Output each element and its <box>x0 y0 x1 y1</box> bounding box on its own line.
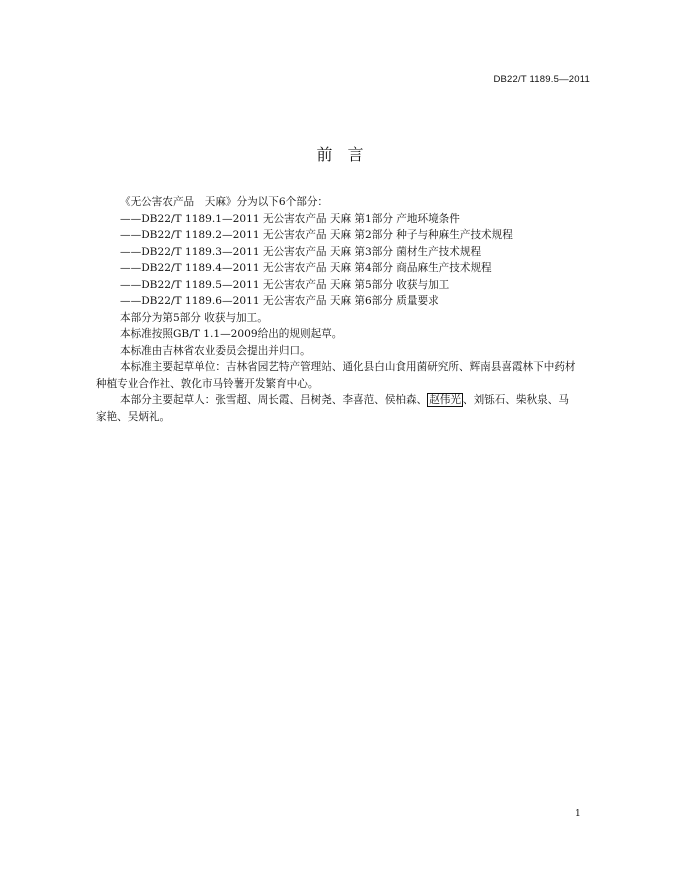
part-list-item-1: ——DB22/T 1189.1—2011 无公害农产品 天麻 第1部分 产地环境条件 <box>120 212 460 225</box>
this-part-statement: 本部分为第5部分 收获与加工。 <box>120 311 268 324</box>
document-code-header: DB22/T 1189.5—2011 <box>493 74 590 85</box>
part-list-item-2: ——DB22/T 1189.2—2011 无公害农产品 天麻 第2部分 种子与种麻生产技术规程 <box>120 229 513 241</box>
drafters-text-after: 、刘铄石、柴秋泉、马 <box>463 394 569 406</box>
part-list-item-3: ——DB22/T 1189.3—2011 无公害农产品 天麻 第3部分 菌材生产技术规程 <box>120 245 482 258</box>
proposer-statement: 本标准由吉林省农业委员会提出并归口。 <box>120 344 311 357</box>
part-list-item-5: ——DB22/T 1189.5—2011 无公害农产品 天麻 第5部分 收获与加工 <box>120 278 450 291</box>
highlighted-drafter-name: 赵伟光 <box>429 394 461 406</box>
drafters-text-before: 本部分主要起草人：张雪超、周长霞、吕树尧、李喜范、侯柏森、 <box>120 394 428 406</box>
drafters-line-1 <box>96 392 596 409</box>
parts-intro: 《无公害农产品 天麻》分为以下6个部分： <box>120 196 329 208</box>
part-list-item-4: ——DB22/T 1189.4—2011 无公害农产品 天麻 第4部分 商品麻生产技术规程 <box>120 262 492 274</box>
drafting-rules-statement: 本标准按照GB/T 1.1—2009给出的规则起草。 <box>120 328 343 340</box>
drafting-units-line-2: 种植专业合作社、敦化市马铃薯开发繁育中心。 <box>96 377 319 390</box>
drafters-line-2: 家艳、吴炳礼。 <box>96 410 171 423</box>
page-number: 1 <box>575 809 581 819</box>
drafting-units-line-1: 本标准主要起草单位：吉林省园艺特产管理站、通化县白山食用菌研究所、辉南县喜霞林下中药材 <box>120 361 576 373</box>
part-list-item-6: ——DB22/T 1189.6—2011 无公害农产品 天麻 第6部分 质量要求 <box>120 295 439 307</box>
page-title: 前 言 <box>316 145 364 164</box>
preface-body <box>96 194 596 425</box>
